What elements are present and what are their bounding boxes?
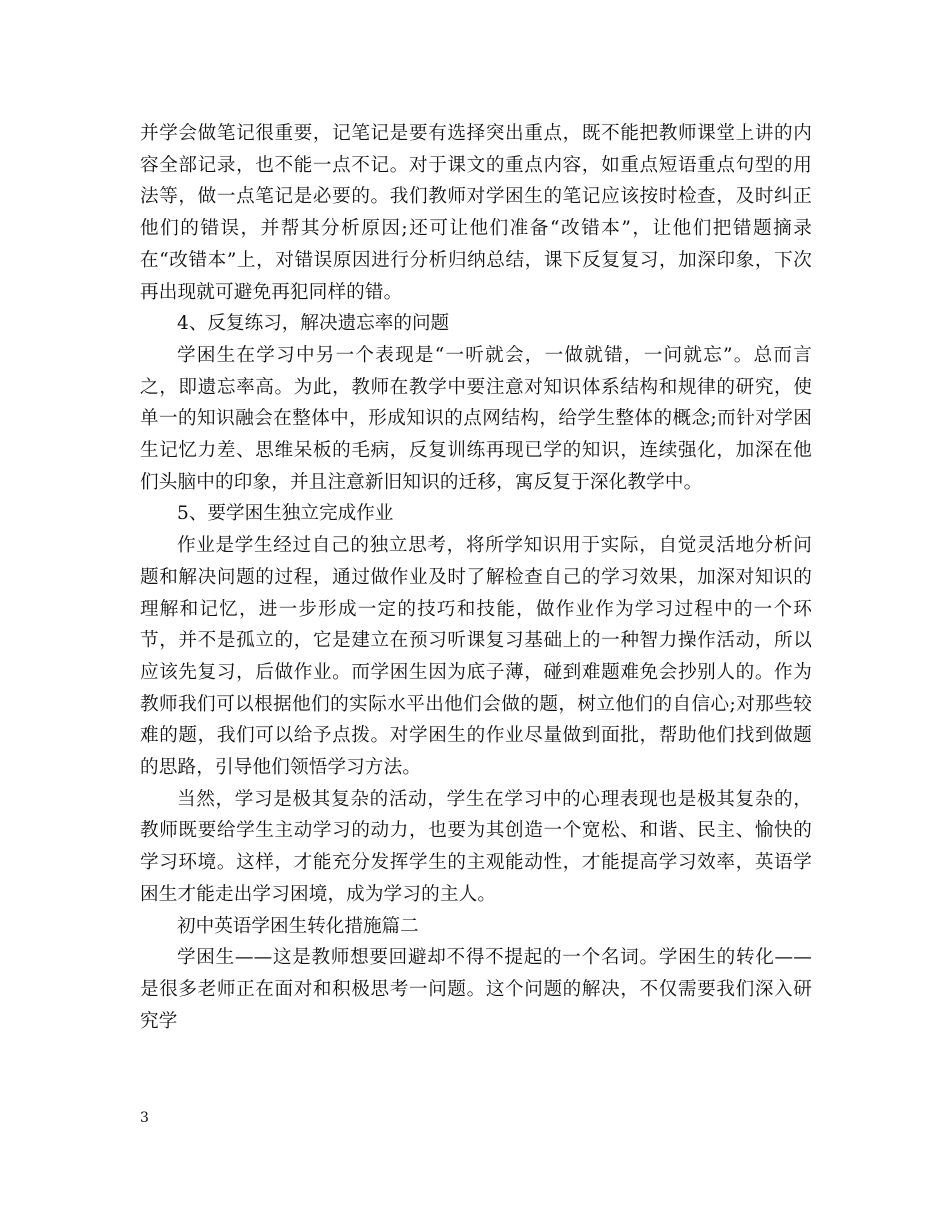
section-heading-independent-homework: 5、要学困生独立完成作业 [177, 503, 394, 525]
paragraph-homework: 作业是学生经过自己的独立思考，将所学知识用于实际，自觉灵活地分析问题和解决问题的过程，通过做作业及时了解检查自己的学习效果，加深对知识的理解和记忆，进一步形成一定的技巧和技能，做作业作为学习过程中的一个环节，并不是孤立的，它是建立在预习听课复习基础上的一种智力操作活动，所以应该先复习，后做作业。而学困生因为底子薄，碰到难题难免会抄别人的。作为教师我们可以根据他们的实际水平出他们会做的题，树立他们的自信心;对那些较难的题，我们可以给予点拨。对学困生的作业尽量做到面批，帮助他们找到做题的思路，引导他们领悟学习方法。 [140, 535, 812, 779]
paragraph-part-two-intro: 学困生——这是教师想要回避却不得不提起的一个名词。学困生的转化——是很多老师正在面对和积极思考一问题。这个问题的解决，不仅需要我们深入研究学 [140, 947, 812, 1032]
section-heading-part-two: 初中英语学困生转化措施篇二 [177, 915, 419, 937]
paragraph-conclusion: 当然，学习是极其复杂的活动，学生在学习中的心理表现也是极其复杂的，教师既要给学生主动学习的动力，也要为其创造一个宽松、和谐、民主、愉快的学习环境。这样，才能充分发挥学生的主观能动性，才能提高学习效率，英语学困生才能走出学习困境，成为学习的主人。 [140, 788, 812, 905]
paragraph-notes-continuation: 并学会做笔记很重要，记笔记是要有选择突出重点，既不能把教师课堂上讲的内容全部记录，也不能一点不记。对于课文的重点内容，如重点短语重点句型的用法等，做一点笔记是必要的。我们教师对学困生的笔记应该按时检查，及时纠正他们的错误，并帮其分析原因;还可让他们准备“改错本”，让他们把错题摘录在“改错本”上，对错误原因进行分析归纳总结，课下反复复习，加深印象，下次再出现就可避免再犯同样的错。 [140, 123, 812, 303]
document-body [140, 118, 812, 1037]
page-number: 3 [140, 1110, 149, 1126]
paragraph-forgetting-rate: 学困生在学习中另一个表现是“一听就会，一做就错，一问就忘”。总而言之，即遗忘率高。为此，教师在教学中要注意对知识体系结构和规律的研究，使单一的知识融会在整体中，形成知识的点网结构，给学生整体的概念;而针对学困生记忆力差、思维呆板的毛病，反复训练再现已学的知识，连续强化，加深在他们头脑中的印象，并且注意新旧知识的迁移，寓反复于深化教学中。 [140, 344, 812, 493]
section-heading-repeated-practice: 4、反复练习，解决遗忘率的问题 [177, 313, 450, 335]
